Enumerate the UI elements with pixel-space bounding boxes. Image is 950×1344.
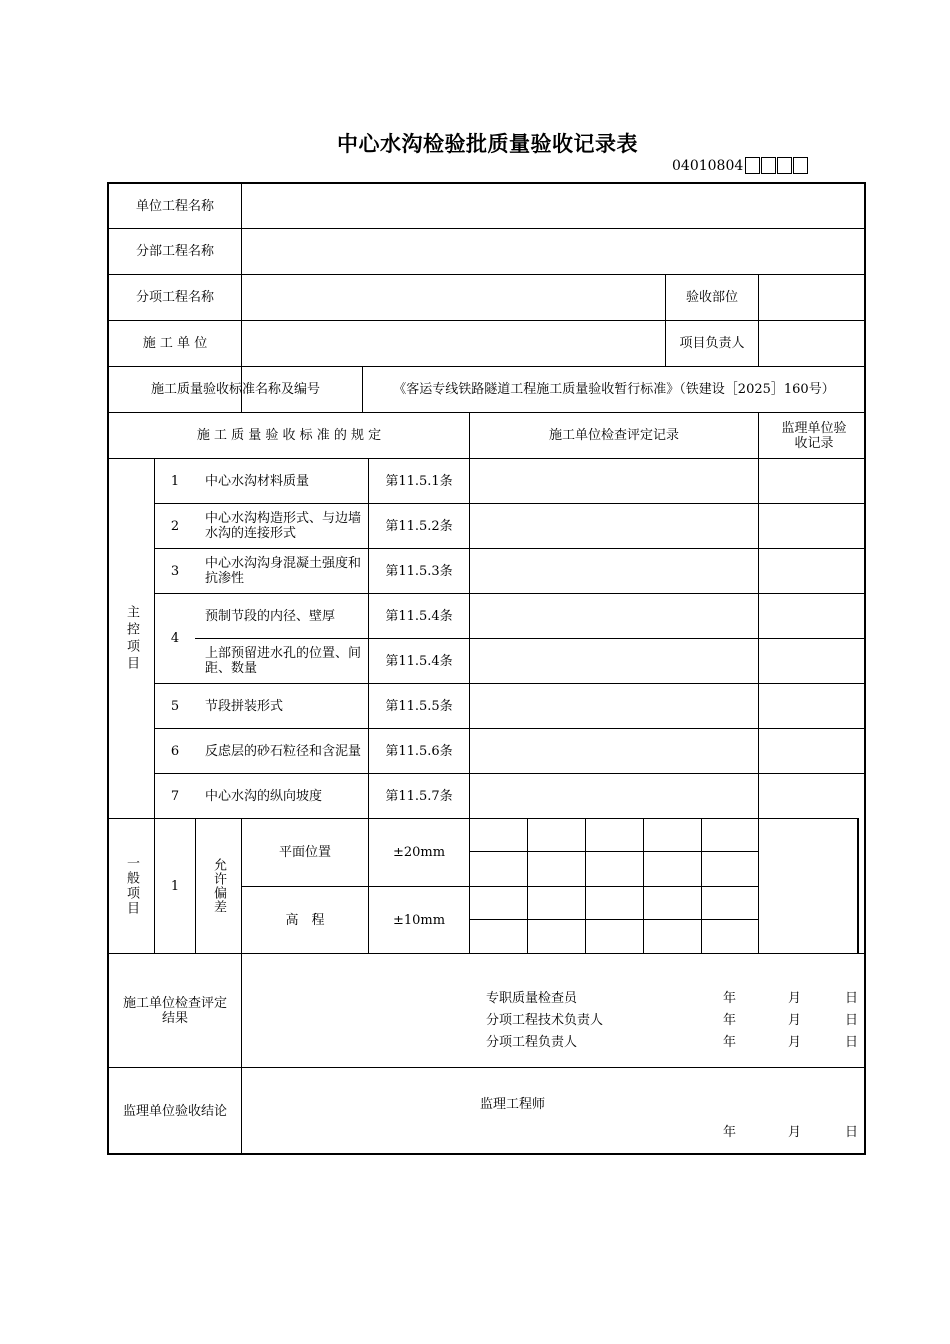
acceptance-part-field[interactable] bbox=[759, 275, 865, 320]
provisions-header: 施 工 质 量 验 收 标 准 的 规 定 bbox=[196, 428, 382, 443]
form-code-prefix: 04010804 bbox=[672, 157, 744, 174]
inspection-form bbox=[107, 182, 866, 1155]
item-no: 2 bbox=[170, 518, 180, 534]
form-code bbox=[672, 157, 809, 174]
division-project-field[interactable] bbox=[242, 229, 865, 274]
deviation-label: 允许偏差 bbox=[211, 858, 226, 914]
form-code-boxes[interactable] bbox=[745, 157, 809, 174]
signer-quality-inspector: 专职质量检查员 bbox=[486, 991, 578, 1006]
item-content: 上部预留进水孔的位置、间距、数量 bbox=[205, 646, 362, 676]
item-content: 反虑层的砂石粒径和含泥量 bbox=[205, 743, 362, 759]
standard-label: 施工质量验收标准名称及编号 bbox=[150, 382, 320, 397]
general-row-item: 平面位置 bbox=[278, 845, 331, 860]
item-no: 5 bbox=[170, 698, 180, 714]
construction-unit-label: 施 工 单 位 bbox=[142, 336, 208, 351]
subdivision-project-label: 分项工程名称 bbox=[135, 290, 214, 305]
signer-technical-lead: 分项工程技术负责人 bbox=[486, 1013, 604, 1028]
date-day-label: 日 bbox=[845, 1035, 859, 1050]
document-title: 中心水沟检验批质量验收记录表 bbox=[337, 132, 638, 156]
date-year-label: 年 bbox=[723, 991, 737, 1006]
item-clause: 第11.5.2条 bbox=[385, 518, 453, 534]
project-leader-label: 项目负责人 bbox=[679, 336, 745, 351]
item-no: 6 bbox=[170, 743, 180, 759]
date-month-label: 月 bbox=[788, 991, 802, 1006]
construction-record-header: 施工单位检查评定记录 bbox=[548, 428, 679, 443]
date-day-label: 日 bbox=[845, 991, 859, 1006]
acceptance-part-label: 验收部位 bbox=[685, 290, 738, 305]
item-no: 1 bbox=[170, 473, 180, 489]
date-year-label: 年 bbox=[723, 1035, 737, 1050]
construction-unit-field[interactable] bbox=[242, 321, 665, 366]
signer-project-lead: 分项工程负责人 bbox=[486, 1035, 578, 1050]
signer-supervision-engineer: 监理工程师 bbox=[480, 1097, 546, 1112]
item-content: 中心水沟的纵向坡度 bbox=[205, 788, 323, 804]
date-month-label: 月 bbox=[788, 1125, 802, 1140]
general-row-item: 高 程 bbox=[285, 912, 325, 928]
item-clause: 第11.5.7条 bbox=[385, 788, 453, 804]
item-content: 预制节段的内径、壁厚 bbox=[205, 608, 336, 624]
item-clause: 第11.5.6条 bbox=[385, 743, 453, 759]
item-no: 4 bbox=[170, 631, 180, 646]
supervision-check-label: 监理单位验收结论 bbox=[122, 1104, 227, 1119]
supervision-record-header: 监理单位验收记录 bbox=[781, 420, 847, 451]
item-clause: 第11.5.4条 bbox=[385, 608, 453, 624]
general-row-tolerance: ±20mm bbox=[392, 845, 446, 860]
date-year-label: 年 bbox=[723, 1125, 737, 1140]
item-no: 3 bbox=[170, 563, 180, 579]
item-no: 7 bbox=[170, 788, 180, 804]
general-item-no: 1 bbox=[170, 878, 180, 894]
subdivision-project-field[interactable] bbox=[242, 275, 665, 320]
general-label: 一般项目 bbox=[124, 856, 139, 916]
date-month-label: 月 bbox=[788, 1035, 802, 1050]
item-content: 中心水沟材料质量 bbox=[205, 473, 310, 489]
date-day-label: 日 bbox=[845, 1013, 859, 1028]
item-content: 节段拼装形式 bbox=[205, 698, 284, 714]
item-clause: 第11.5.5条 bbox=[385, 698, 453, 714]
unit-project-label: 单位工程名称 bbox=[135, 198, 214, 214]
item-clause: 第11.5.4条 bbox=[385, 653, 453, 669]
date-year-label: 年 bbox=[723, 1013, 737, 1028]
construction-check-label: 施工单位检查评定结果 bbox=[122, 995, 227, 1026]
item-clause: 第11.5.3条 bbox=[385, 563, 453, 579]
main-control-label: 主控项目 bbox=[124, 604, 139, 673]
item-content: 中心水沟构造形式、与边墙水沟的连接形式 bbox=[205, 511, 362, 541]
general-row-tolerance: ±10mm bbox=[392, 912, 446, 928]
division-project-label: 分部工程名称 bbox=[135, 244, 214, 259]
item-content: 中心水沟沟身混凝土强度和抗渗性 bbox=[205, 556, 362, 586]
unit-project-field[interactable] bbox=[242, 184, 865, 228]
standard-value: 《客运专线铁路隧道工程施工质量验收暂行标准》（铁建设［2025］160号） bbox=[393, 382, 835, 397]
item-clause: 第11.5.1条 bbox=[385, 473, 453, 489]
date-month-label: 月 bbox=[788, 1013, 802, 1028]
project-leader-field[interactable] bbox=[759, 321, 865, 366]
date-day-label: 日 bbox=[845, 1125, 859, 1140]
